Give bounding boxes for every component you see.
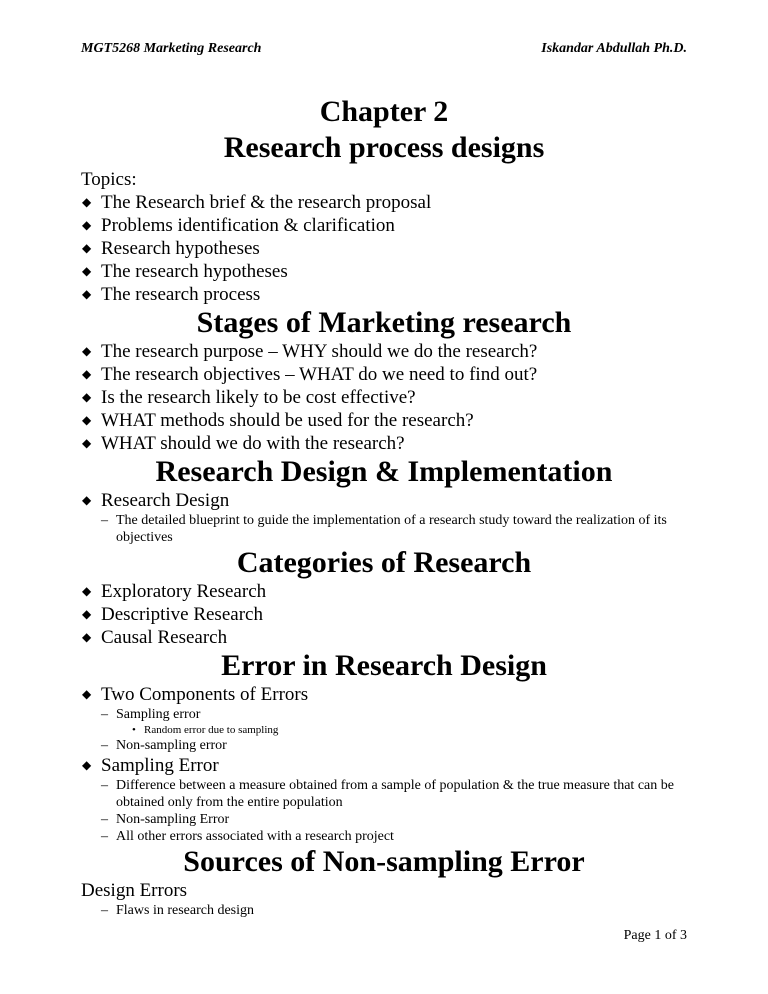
sub-list [101, 512, 687, 546]
diamond-bullet-icon: ◆ [82, 630, 92, 644]
sub-sub-list-item: • Random error due to sampling [132, 724, 279, 736]
dash-bullet-icon: – [101, 707, 108, 722]
diamond-bullet-icon: ◆ [82, 436, 92, 450]
stages-list [81, 340, 687, 455]
list-item: ◆ Research Design – The detailed blueprint to guide the implementation of a research study toward the realization of its objectives [81, 489, 687, 546]
sub-list-item: – All other errors associated with a research project [101, 829, 394, 844]
diamond-bullet-icon: ◆ [82, 687, 92, 701]
list-item: ◆ The research objectives – WHAT do we need to find out? [82, 364, 538, 385]
list-item: ◆ Sampling Error – Difference between a measure obtained from a sample of population & the true measure that can be obtained only from the entire population – Non-sampling Error – All other errors associated with a research project [81, 754, 687, 845]
list-item: ◆ Causal Research [82, 627, 228, 648]
sub-list-item: – Flaws in research design [101, 903, 255, 918]
section-title-categories: Categories of Research [236, 546, 532, 579]
page-number: Page 1 of 3 [623, 928, 687, 943]
sub-list-item: – Non-sampling error [101, 738, 227, 753]
diamond-bullet-icon: ◆ [82, 390, 92, 404]
sub-list-item: – Non-sampling Error [101, 812, 230, 827]
list-item: ◆ Problems identification & clarification [82, 215, 395, 236]
sub-sub-list [116, 723, 687, 737]
chapter-number: Chapter 2 [319, 95, 449, 128]
list-item: ◆ Two Components of Errors – Sampling error • Random error due to sampling – Non-sampling error [81, 683, 687, 754]
diamond-bullet-icon: ◆ [82, 264, 92, 278]
section-title-stages: Stages of Marketing research [196, 306, 572, 339]
topics-list [81, 191, 687, 306]
dash-bullet-icon: – [101, 778, 108, 793]
diamond-bullet-icon: ◆ [82, 287, 92, 301]
section-title-design: Research Design & Implementation [155, 455, 613, 488]
diamond-bullet-icon: ◆ [82, 758, 92, 772]
diamond-bullet-icon: ◆ [82, 607, 92, 621]
author-name: Iskandar Abdullah Ph.D. [541, 41, 687, 56]
diamond-bullet-icon: ◆ [82, 344, 92, 358]
diamond-bullet-icon: ◆ [82, 493, 92, 507]
list-item: ◆ Is the research likely to be cost effective? [82, 387, 416, 408]
list-item: ◆ The Research brief & the research proposal [82, 192, 432, 213]
section-title-error: Error in Research Design [221, 649, 547, 682]
course-title: MGT5268 Marketing Research [81, 41, 262, 56]
diamond-bullet-icon: ◆ [82, 195, 92, 209]
list-item: ◆ The research hypotheses [82, 261, 288, 282]
section-title-nonsampling: Sources of Non-sampling Error [183, 845, 585, 878]
diamond-bullet-icon: ◆ [82, 584, 92, 598]
dot-bullet-icon: • [132, 724, 136, 736]
sub-list-item: – Sampling error • Random error due to sampling [101, 706, 687, 737]
dash-bullet-icon: – [101, 903, 108, 918]
dash-bullet-icon: – [101, 812, 108, 827]
diamond-bullet-icon: ◆ [82, 367, 92, 381]
list-item: ◆ Descriptive Research [82, 604, 263, 625]
dash-bullet-icon: – [101, 829, 108, 844]
categories-list [81, 580, 687, 649]
diamond-bullet-icon: ◆ [82, 241, 92, 255]
list-item: ◆ Exploratory Research [82, 581, 267, 602]
sub-list [101, 706, 687, 754]
sub-list-item: – Difference between a measure obtained from a sample of population & the true measure that can be obtained only from the entire population [101, 778, 674, 810]
list-item: ◆ WHAT methods should be used for the research? [82, 410, 474, 431]
error-list [81, 683, 687, 845]
diamond-bullet-icon: ◆ [82, 413, 92, 427]
chapter-subtitle: Research process designs [223, 131, 545, 164]
list-item: ◆ The research process [82, 284, 261, 305]
sub-list-item: – The detailed blueprint to guide the implementation of a research study toward the realization of its objectives [101, 513, 667, 545]
dash-bullet-icon: – [101, 513, 108, 528]
topics-label: Topics: [81, 169, 137, 190]
list-item: ◆ The research purpose – WHY should we do the research? [82, 341, 538, 362]
sub-list [101, 902, 687, 919]
diamond-bullet-icon: ◆ [82, 218, 92, 232]
list-item: ◆ WHAT should we do with the research? [82, 433, 405, 454]
design-errors-label: Design Errors [81, 880, 188, 901]
design-list [81, 489, 687, 546]
list-item: ◆ Research hypotheses [82, 238, 260, 259]
document-body [81, 94, 687, 919]
dash-bullet-icon: – [101, 738, 108, 753]
chapter-title [81, 94, 687, 166]
sub-list [101, 777, 687, 845]
